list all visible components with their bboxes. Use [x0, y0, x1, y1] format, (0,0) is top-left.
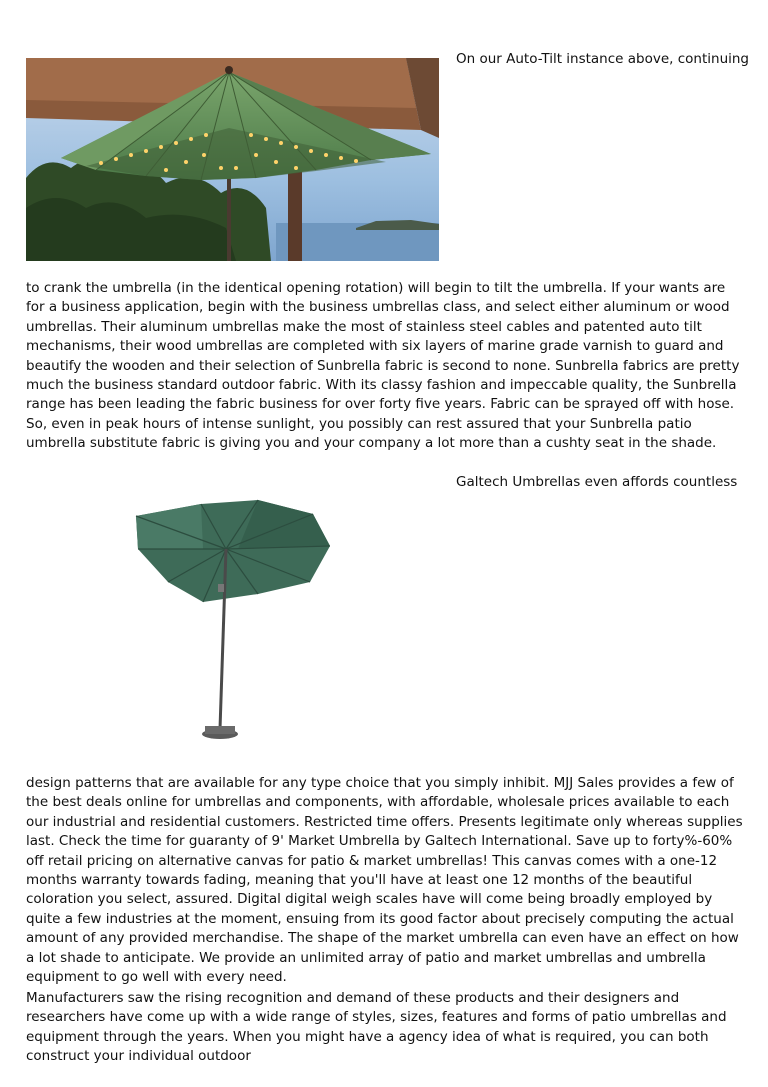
caption-side-text-2: Galtech Umbrellas even affords countless	[456, 474, 738, 490]
body-paragraph-2: design patterns that are available for any type choice that you simply inhibit. MJJ Sales provides a few of the best deals online for umbrellas and components, with affordable, wholesale prices available to each our industrial and residential customers. Restricted time offers. Presents legitimate only whereas supplies last. Check the time for guaranty of 9' Market Umbrella by Galtech International. Save up to forty%-60% off retail pricing on alternative canvas for patio & market umbrellas! This canvas comes with a one-12 months warranty towards fading, meaning that you'll have at least one 12 months of the beautiful coloration you select, assured. Digital digital weigh scales have will come being broadly employed by quite a few industries at the moment, ensuing from its good factor about precisely computing the actual amount of any provided merchandise. The shape of the market umbrella can even have an effect on how a lot shade to anticipate. We provide an unlimited array of patio and market umbrellas and umbrella equipment to go well with every need.	[26, 775, 743, 986]
caption-side-text-1: On our Auto-Tilt instance above, continuing	[456, 51, 750, 67]
market-umbrella-illustration	[108, 494, 358, 746]
body-paragraph-1: to crank the umbrella (in the identical opening rotation) will begin to tilt the umbrella. If your wants are for a business application, begin with the business umbrellas class, and select either aluminum or wood umbrellas. Their aluminum umbrellas make the most of stainless steel cables and patented auto tilt mechanisms, their wood umbrellas are completed with six layers of marine grade varnish to guard and beautify the wooden and their selection of Sunbrella fabric is second to none. Sunbrella fabrics are pretty much the business standard outdoor fabric. With its classy fashion and impeccable quality, the Sunbrella range has been leading the fabric business for over forty five years. Fabric can be sprayed off with hose. So, even in peak hours of intense sunlight, you possibly can rest assured that your Sunbrella patio umbrella substitute fabric is giving you and your company a lot more than a cushty seat in the shade.	[26, 280, 740, 452]
lighted-umbrella-illustration	[26, 58, 439, 261]
body-paragraph-3: Manufacturers saw the rising recognition and demand of these products and their designers and researchers have come up with a wide range of styles, sizes, features and forms of patio umbrellas and equipment through the years. When you might have a agency idea of what is required, you can both construct your individual outdoor	[26, 990, 727, 1065]
lighted-umbrella-photo	[26, 58, 439, 261]
market-umbrella-photo	[108, 494, 358, 746]
